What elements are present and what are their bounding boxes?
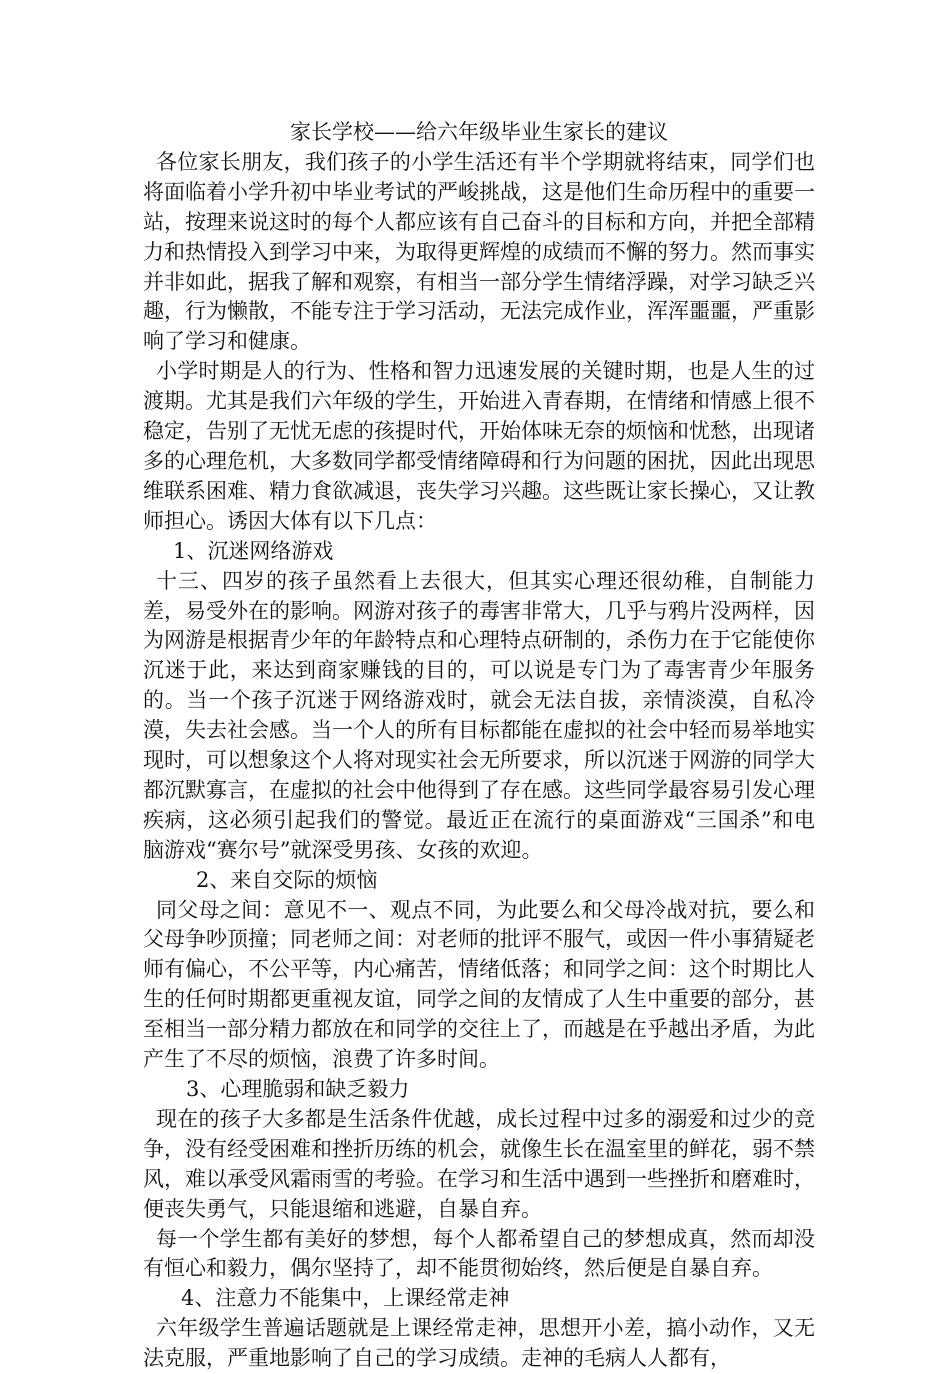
paragraph-social-troubles: 同父母之间：意见不一、观点不同，为此要么和父母冷战对抗，要么和父母争吵顶撞；同老师之间：对老师的批评不服气，或因一件小事猜疑老师有偏心，不公平等，内心痛苦，情绪低落；和同学之间：这个时期比人生的任何时期都更重视友谊，同学之间的友情成了人生中重要的部分，甚至相当一部分精力都放在和同学的交往上了，而越是在乎越出矛盾，为此产生了不尽的烦恼，浪费了许多时间。 — [143, 897, 815, 1072]
document-title: 家长学校——给六年级毕业生家长的建议 — [290, 120, 668, 144]
paragraph-fragility: 现在的孩子大多都是生活条件优越，成长过程中过多的溺爱和过少的竞争，没有经受困难和挫折历练的机会，就像生长在温室里的鲜花，弱不禁风，难以承受风霜雨雪的考验。在学习和生活中遇到一些挫折和磨难时，便丧失勇气，只能退缩和逃避，自暴自弃。 — [143, 1106, 815, 1221]
section-heading-3: 3、心理脆弱和缺乏毅力 — [186, 1077, 410, 1101]
intro-paragraph: 各位家长朋友，我们孩子的小学生活还有半个学期就将结束，同学们也将面临着小学升初中毕业考试的严峻挑战，这是他们生命历程中的重要一站，按理来说这时的每个人都应该有自己奋斗的目标和方向，并把全部精力和热情投入到学习中来，为取得更辉煌的成绩而不懈的努力。然而事实并非如此，据我了解和观察，有相当一部分学生情绪浮躁，对学习缺乏兴趣，行为懒散，不能专注于学习活动，无法完成作业，浑浑噩噩，严重影响了学习和健康。 — [143, 149, 815, 354]
paragraph-dreams: 每一个学生都有美好的梦想，每个人都希望自己的梦想成真，然而却没有恒心和毅力，偶尔坚持了，却不能贯彻始终，然后便是自暴自弃。 — [143, 1226, 815, 1281]
document-page — [143, 118, 815, 1374]
paragraph-adolescence: 小学时期是人的行为、性格和智力迅速发展的关键时期，也是人生的过渡期。尤其是我们六年级的学生，开始进入青春期，在情绪和情感上很不稳定，告别了无忧无虑的孩提时代，开始体味无奈的烦恼和忧愁，出现诸多的心理危机，大多数同学都受情绪障碍和行为问题的困扰，因此出现思维联系困难、精力食欲减退，丧失学习兴趣。这些既让家长操心，又让教师担心。诱因大体有以下几点： — [143, 359, 815, 533]
paragraph-online-games: 十三、四岁的孩子虽然看上去很大，但其实心理还很幼稚，自制能力差，易受外在的影响。网游对孩子的毒害非常大，几乎与鸦片没两样，因为网游是根据青少年的年龄特点和心理特点研制的，杀伤力在于它能使你沉迷于此，来达到商家赚钱的目的，可以说是专门为了毒害青少年服务的。当一个孩子沉迷于网络游戏时，就会无法自拔，亲情淡漠，自私冷漠，失去社会感。当一个人的所有目标都能在虚拟的社会中轻而易举地实现时，可以想象这个人将对现实社会无所要求，所以沉迷于网游的同学大都沉默寡言，在虚拟的社会中他得到了存在感。这些同学最容易引发心理疾病，这必须引起我们的警觉。最近正在流行的桌面游戏“三国杀”和电脑游戏“赛尔号”就深受男孩、女孩的欢迎。 — [143, 568, 815, 862]
section-heading-4: 4、注意力不能集中，上课经常走神 — [181, 1286, 510, 1311]
paragraph-attention: 六年级学生普遍话题就是上课经常走神，思想开小差，搞小动作，又无法克服，严重地影响了自己的学习成绩。走神的毛病人人都有， — [143, 1316, 815, 1371]
section-heading-2: 2、来自交际的烦恼 — [196, 867, 378, 892]
section-heading-1: 1、沉迷网络游戏 — [173, 538, 334, 563]
